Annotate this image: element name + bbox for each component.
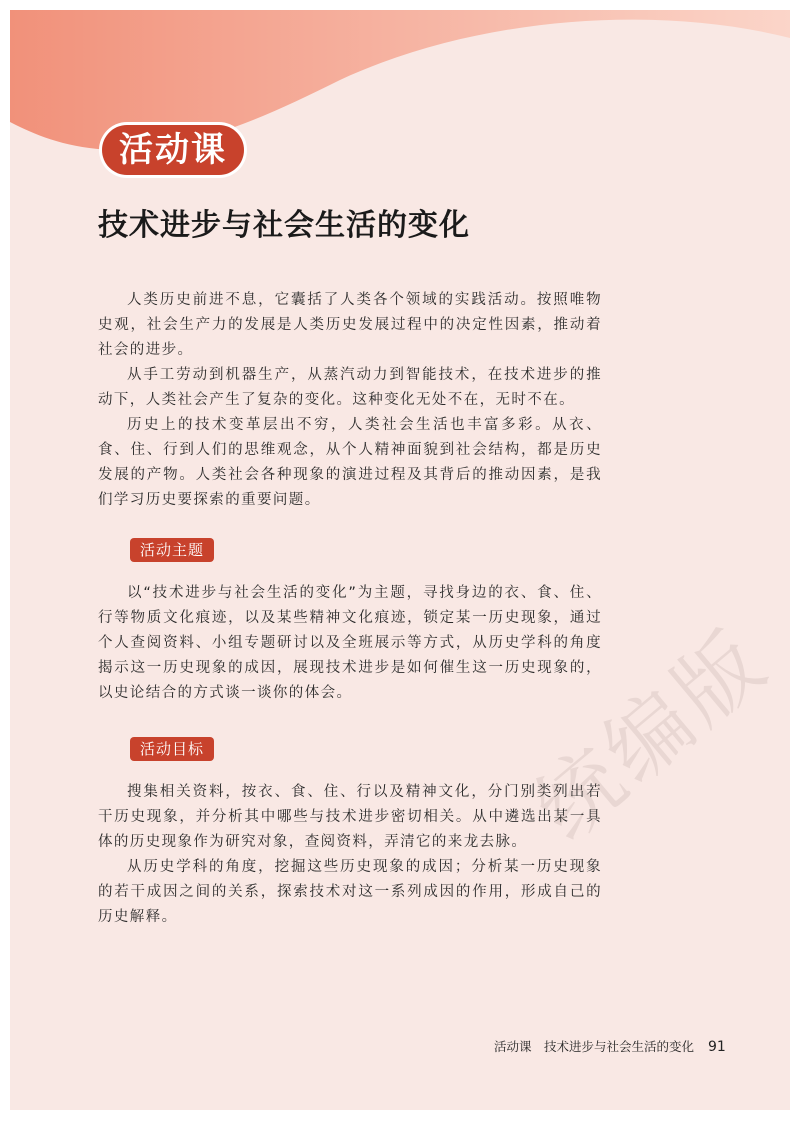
goal-paragraph: 从历史学科的角度，挖掘这些历史现象的成因；分析某一历史现象的若干成因之间的关系，探索技术对这一系列成因的作用，形成自己的历史解释。 bbox=[98, 859, 602, 925]
intro-text bbox=[98, 288, 602, 513]
section-label-goal: 活动目标 bbox=[130, 737, 214, 761]
edition-watermark: 统编版 bbox=[516, 610, 787, 859]
running-title: 活动课 技术进步与社会生活的变化 bbox=[494, 1039, 695, 1054]
intro-paragraph: 人类历史前进不息，它囊括了人类各个领域的实践活动。按照唯物史观，社会生产力的发展是人类历史发展过程中的决定性因素，推动着社会的进步。 bbox=[98, 292, 602, 358]
page-footer bbox=[494, 1037, 726, 1055]
goal-paragraph: 搜集相关资料，按衣、食、住、行以及精神文化，分门别类列出若干历史现象，并分析其中哪些与技术进步密切相关。从中遴选出某一具体的历史现象作为研究对象，查阅资料，弄清它的来龙去脉。 bbox=[98, 784, 602, 850]
textbook-page bbox=[10, 10, 790, 1110]
intro-paragraph: 从手工劳动到机器生产，从蒸汽动力到智能技术，在技术进步的推动下，人类社会产生了复杂的变化。这种变化无处不在，无时不在。 bbox=[98, 367, 602, 408]
section-label-theme: 活动主题 bbox=[130, 538, 214, 562]
theme-paragraph: 以“技术进步与社会生活的变化”为主题，寻找身边的衣、食、住、行等物质文化痕迹，以及某些精神文化痕迹，锁定某一历史现象，通过个人查阅资料、小组专题研讨以及全班展示等方式，从历史学科的角度揭示这一历史现象的成因，展现技术进步是如何催生这一历史现象的，以史论结合的方式谈一谈你的体会。 bbox=[98, 585, 602, 701]
goal-text bbox=[98, 780, 602, 930]
page-number: 91 bbox=[708, 1039, 726, 1055]
page-title: 技术进步与社会生活的变化 bbox=[98, 208, 470, 243]
activity-lesson-badge: 活动课 bbox=[102, 125, 244, 175]
intro-paragraph: 历史上的技术变革层出不穷，人类社会生活也丰富多彩。从衣、食、住、行到人们的思维观念，从个人精神面貌到社会结构，都是历史发展的产物。人类社会各种现象的演进过程及其背后的推动因素，是我们学习历史要探索的重要问题。 bbox=[98, 417, 602, 508]
theme-text bbox=[98, 581, 602, 706]
